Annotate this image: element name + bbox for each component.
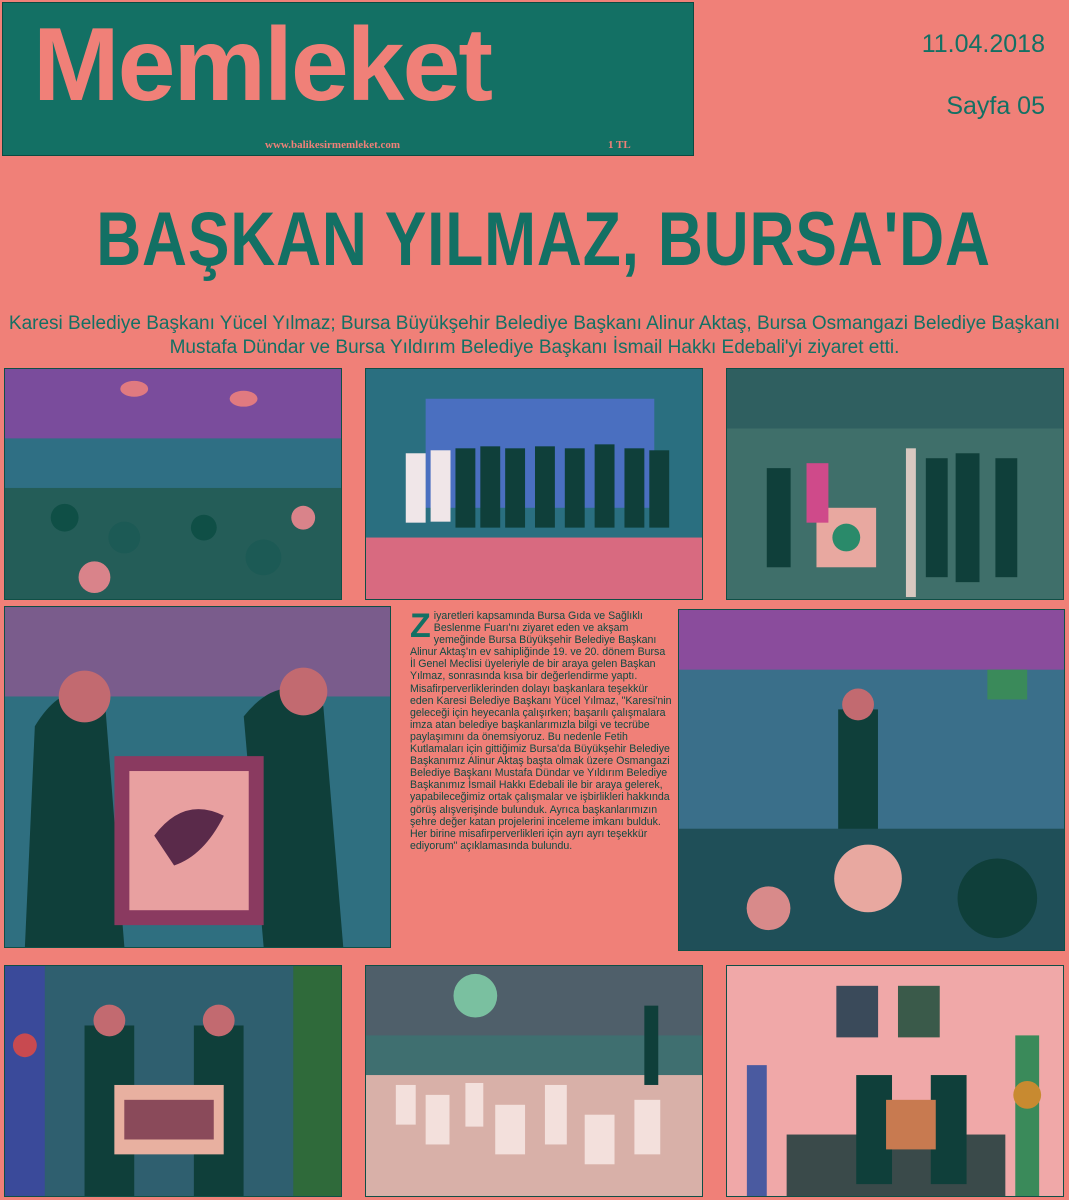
- photo-fair-stand: [726, 368, 1064, 600]
- article-paragraph-2: Misafirperverliklerinden dolayı başkanlara teşekkür eden Karesi Belediye Başkanı Yücel Yılmaz, "Karesi'nin geleceği için heyecanla çalışırken; başarılı çalışmalara imza atan belediye başkanlarımızla bilgi ve tecrübe paylaşımını da önemsiyoruz. Bu nedenle Fetih Kutlamaları için gittiğimiz Bursa'da Büyükşehir Belediye Başkanımız Alinur Aktaş başta olmak üzere Osmangazi Belediye Başkanı Mustafa Dündar ve Yıldırım Belediye Başkanımız İsmail Hakkı Edebali ile bir araya gelerek, yapabileceğimiz ortak çalışmalar ve işbirlikleri hakkında görüş alışverişinde bulunduk. Ayrıca başkanlarımızın şehre değer katan projelerini inceleme imkanı bulduk. Her birine misafirperverlikleri için ayrı ayrı teşekkür ediyorum" açıklamasında bulundu.: [410, 682, 672, 852]
- photo-dinner-speech: [678, 609, 1065, 951]
- article-paragraph-1-text: iyaretleri kapsamında Bursa Gıda ve Sağlıklı Beslenme Fuarı'nı ziyaret eden ve akşam yemeğinde Bursa Büyükşehir Belediye Başkanı Alinur Aktaş'ın ev sahipliğinde 19. ve 20. dönem Bursa İl Genel Meclisi üyeleriyle de bir araya gelen Başkan Yılmaz, sonrasında kısa bir değerlendirme yaptı.: [410, 610, 666, 683]
- page-number: Sayfa 05: [946, 92, 1045, 120]
- photo-office-gift: [4, 965, 342, 1197]
- headline: BAŞKAN YILMAZ, BURSA'DA: [96, 197, 991, 282]
- photo-dinner-hall: [4, 368, 342, 600]
- article-paragraph-1: [410, 607, 672, 683]
- photo-city-model: [365, 965, 703, 1197]
- masthead-url: www.balikesirmemleket.com: [265, 139, 401, 151]
- article-body: [410, 607, 672, 852]
- drop-cap: Z: [410, 607, 431, 645]
- photo-fair-group: [365, 368, 703, 600]
- masthead: [2, 2, 694, 156]
- masthead-price: 1 TL: [608, 139, 631, 151]
- newspaper-logo: Memleket: [33, 7, 491, 123]
- photo-mayor-office: [726, 965, 1064, 1197]
- photo-gift-presentation: [4, 606, 391, 948]
- issue-date: 11.04.2018: [921, 30, 1045, 58]
- subheadline: Karesi Belediye Başkanı Yücel Yılmaz; Bursa Büyükşehir Belediye Başkanı Alinur Aktaş, Bursa Osmangazi Belediye Başkanı Mustafa Dündar ve Bursa Yıldırım Belediye Başkanı İsmail Hakkı Edebali'yi ziyaret etti.: [8, 313, 1061, 358]
